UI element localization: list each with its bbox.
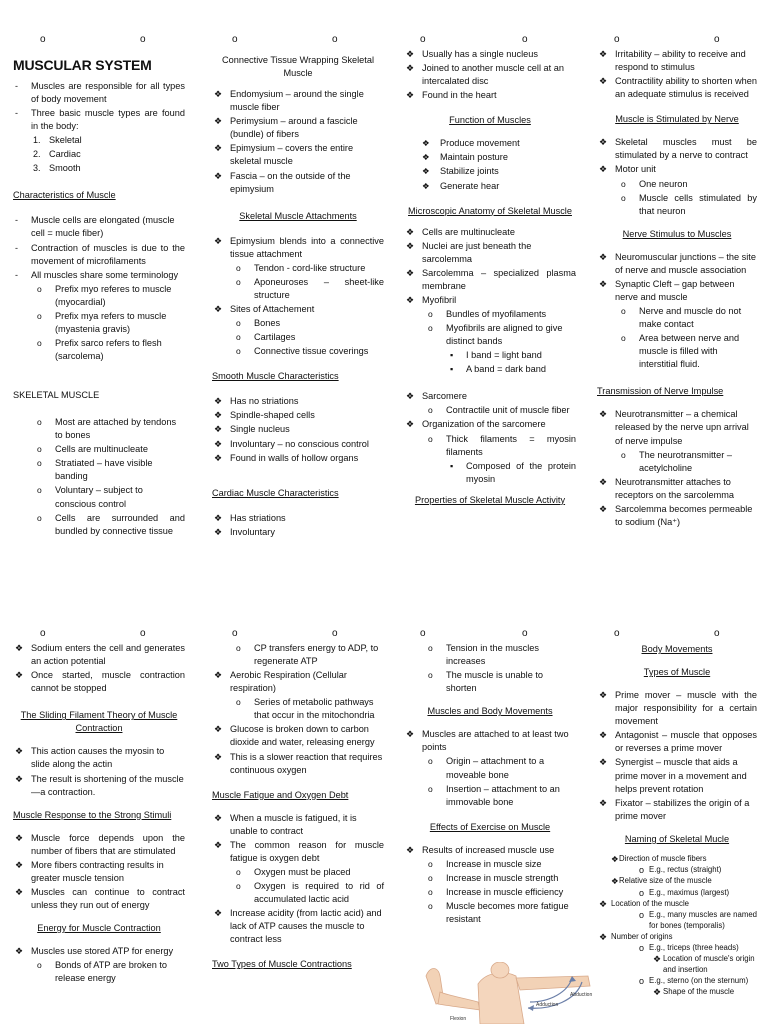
section-heading: Two Types of Muscle Contractions — [212, 959, 352, 970]
list-item: ❖ Myofibril — [406, 294, 457, 305]
list-item: o Prefix myo referes to muscle (myocardial) — [37, 283, 172, 307]
list-item: ❖ When a muscle is fatigued, it is unable to contract — [214, 812, 357, 836]
section-heading: Types of Muscle — [643, 667, 711, 678]
binder-holes — [614, 34, 734, 48]
list-item: o Muscle becomes more fatigue resistant — [428, 901, 569, 925]
list-item: o The muscle is unable to shorten — [428, 670, 544, 694]
list-item: ❖ Found in walls of hollow organs — [214, 452, 359, 463]
list-item: ❖ Produce movement — [422, 138, 520, 149]
binder-holes — [232, 628, 352, 642]
section-heading: Smooth Muscle Characteristics — [212, 371, 339, 382]
list-item: ❖ Synaptic Cleft – gap between nerve and muscle — [599, 278, 735, 302]
list-item: ❖ Has striations — [214, 512, 286, 523]
list-item: ❖ Skeletal muscles must be stimulated by a nerve to contract — [599, 137, 757, 161]
list-item: o Tension in the muscles increases — [428, 643, 539, 667]
figure-label: Flexion — [450, 1016, 467, 1022]
list-item: o One neuron — [621, 178, 688, 189]
list-item: o E.g., triceps (three heads) — [639, 943, 739, 954]
figure-label: Adduction — [536, 1002, 559, 1008]
list-item: ❖ The result is shortening of the muscle—a contraction. — [15, 773, 184, 797]
list-item: ❖ Sarcomere — [406, 391, 467, 402]
column-3 — [404, 47, 576, 513]
list-item: ❖ More fibers contracting results in greater muscle tension — [15, 859, 164, 883]
list-item: ❖ The common reason for muscle fatigue is oxygen debt — [214, 839, 384, 863]
binder-holes — [420, 34, 540, 48]
hole-marker: o — [140, 34, 146, 45]
list-item: ❖ Direction of muscle fibers — [611, 853, 707, 864]
list-item: o Bundles of myofilaments — [428, 309, 547, 319]
list-item: ❖ Glucose is broken down to carbon dioxide and water, releasing energy — [214, 724, 375, 748]
section-heading: Microscopic Anatomy of Skeletal Muscle — [408, 205, 572, 216]
hole-marker: o — [40, 34, 46, 45]
hole-marker: o — [232, 628, 238, 639]
list-item: ❖ Sodium enters the cell and generates an action potential — [15, 643, 185, 667]
hole-marker: o — [140, 628, 146, 639]
section-heading: Characteristics of Muscle — [13, 190, 116, 201]
list-item: o Aponeuroses – sheet-like structure — [236, 276, 384, 300]
section-title: Connective Tissue Wrapping Skeletal Muscle — [221, 55, 374, 79]
section-heading: Muscles and Body Movements — [427, 706, 553, 717]
list-item: ❖ Has no striations — [214, 396, 299, 407]
hole-marker: o — [614, 628, 620, 639]
column-5 — [13, 641, 185, 986]
list-item: ❖ Sarcolemma becomes permeable to sodium (Na⁺) — [599, 503, 753, 527]
section-heading: Cardiac Muscle Characteristics — [212, 487, 339, 498]
column-2 — [212, 48, 384, 540]
list-item: ❖ This action causes the myosin to slide along the actin — [15, 746, 165, 770]
list-item: ❖ Perimysium – around a fascicle (bundle) of fibers — [214, 116, 358, 140]
list-item: ❖ Epimysium – covers the entire skeletal muscle — [214, 143, 354, 167]
list-item: o Oxygen is required to rid of accumulated lactic acid — [236, 881, 384, 905]
list-item: o CP transfers energy to ADP, to regenerate ATP — [236, 643, 379, 667]
list-item: 1. Skeletal — [33, 135, 82, 146]
hole-marker: o — [522, 628, 528, 639]
list-item: o Voluntary – subject to conscious control — [37, 485, 143, 509]
list-item: ❖ Involuntary – no conscious control — [214, 438, 369, 449]
hole-marker: o — [614, 34, 620, 45]
binder-holes — [232, 34, 352, 48]
list-item: ❖ Antagonist – muscle that opposes or reverses a prime mover — [599, 730, 757, 754]
figure-label: Abduction — [570, 992, 593, 998]
list-item: ❖ Number of origins — [599, 931, 673, 942]
section-heading: Energy for Muscle Contraction — [37, 923, 161, 934]
list-item: o Area between nerve and muscle is filled with interstitial fluid. — [621, 333, 740, 370]
list-item: o E.g., many muscles are named for bones (temporalis) — [639, 910, 757, 930]
list-item: o Cells are surrounded and bundled by connective tissue — [37, 512, 185, 536]
anatomy-illustration — [420, 962, 600, 1024]
list-item: o Increase in muscle size — [428, 858, 542, 869]
list-item: o Prefix sarco refers to flesh (sarcolema) — [37, 337, 162, 361]
list-item: - All muscles share some terminology — [15, 269, 179, 280]
list-item: - Contraction of muscles is due to the movement of microfilaments — [15, 242, 185, 266]
list-item: ❖ Once started, muscle contraction cannot be stopped — [15, 670, 185, 694]
list-item: ❖ Nuclei are just beneath the sarcolemma — [406, 240, 532, 264]
list-item: ❖ Location of muscle's origin and insertion — [653, 954, 755, 974]
list-item: ❖ Sarcolemma – specialized plasma membrane — [406, 267, 576, 291]
list-item: ❖ Results of increased muscle use — [406, 844, 555, 855]
list-item: ❖ Fascia – on the outside of the epimysium — [214, 170, 351, 194]
column-4 — [597, 47, 757, 530]
list-item: ❖ Location of the muscle — [599, 898, 690, 909]
list-item: ❖ Sites of Attachement — [214, 304, 315, 314]
list-item: ❖ Usually has a single nucleus — [406, 49, 538, 59]
list-item: ❖ Neuromuscular junctions – the site of nerve and muscle association — [599, 251, 756, 275]
list-item: ▪ I band = light band — [450, 350, 542, 361]
section-heading: Muscle Response to the Strong Stimuli — [13, 809, 172, 820]
section-heading: Properties of Skeletal Muscle Activity — [414, 494, 566, 505]
list-item: o E.g., rectus (straight) — [639, 865, 722, 876]
list-item: 2. Cardiac — [33, 149, 81, 160]
list-item: ❖ Stabilize joints — [422, 166, 499, 177]
list-item: o Thick filaments = myosin filaments — [428, 433, 576, 457]
list-item: ❖ Single nucleus — [214, 424, 290, 435]
list-item: ❖ Involuntary — [214, 526, 275, 537]
list-item: ❖ Relative size of the muscle — [611, 876, 712, 887]
list-item: o Origin – attachment to a moveable bone — [428, 756, 545, 780]
section-heading: Function of Muscles — [449, 115, 531, 126]
hole-marker: o — [420, 34, 426, 45]
section-heading: SKELETAL MUSCLE — [13, 390, 100, 401]
list-item: ❖ Fixator – stabilizes the origin of a prime mover — [599, 797, 750, 821]
list-item: o Stratiated – have visible banding — [37, 458, 153, 482]
page-title: MUSCULAR SYSTEM — [13, 57, 152, 73]
list-item: o Cells are multinucleate — [37, 444, 148, 455]
column-7 — [404, 641, 576, 927]
list-item: ❖ Muscles can continue to contract unless they run out of energy — [15, 886, 185, 910]
hole-marker: o — [420, 628, 426, 639]
list-item: ❖ Joined to another muscle cell at an intercalated disc — [406, 63, 564, 87]
list-item: o Connective tissue coverings — [236, 346, 369, 357]
list-item: ❖ Epimysium blends into a connective tissue attachment — [214, 235, 384, 259]
list-item: ❖ Muscle force depends upon the number of fibers that are stimulated — [15, 832, 185, 856]
list-item: o Series of metabolic pathways that occur in the mitochondria — [236, 697, 375, 721]
list-item: o Muscle cells stimulated by that neuron — [621, 192, 757, 216]
list-item: ❖ Neurotransmitter attaches to receptors on the sarcolemma — [599, 476, 734, 500]
list-item: ❖ Muscles are attached to at least two points — [406, 729, 569, 753]
hole-marker: o — [714, 628, 720, 639]
list-item: ❖ Organization of the sarcomere — [406, 419, 546, 430]
list-item: ❖ Found in the heart — [406, 90, 497, 101]
list-item: 3. Smooth — [33, 163, 81, 174]
section-heading: Effects of Exercise on Muscle — [429, 821, 551, 832]
list-item: ❖ Contractility ability to shorten when an adequate stimulus is received — [599, 76, 757, 100]
list-item: ❖ Maintain posture — [422, 152, 508, 163]
list-item: o Increase in muscle efficiency — [428, 886, 564, 897]
list-item: ▪ Composed of the protein myosin — [450, 460, 576, 484]
section-heading: Nerve Stimulus to Muscles — [622, 228, 732, 239]
list-item: o Contractile unit of muscle fiber — [428, 405, 570, 416]
list-item: ❖ Increase acidity (from lactic acid) and lack of ATP causes the muscle to contract less — [214, 908, 382, 945]
list-item: o Myofibrils are aligned to give distinct bands — [428, 323, 563, 347]
column-8 — [597, 641, 757, 998]
list-item: o Increase in muscle strength — [428, 872, 559, 883]
list-item: - Three basic muscle types are found in the body: — [15, 108, 185, 132]
section-heading: Skeletal Muscle Attachments — [239, 210, 357, 221]
list-item: ❖ Generate hear — [422, 180, 500, 191]
list-item: ❖ Synergist – muscle that aids a prime mover in a movement and helps prevent rotation — [599, 757, 747, 794]
body-movement-figure — [420, 962, 600, 1024]
list-item: o E.g., maximus (largest) — [639, 887, 730, 898]
list-item: o E.g., sterno (on the sternum) — [639, 975, 749, 986]
list-item: o Oxygen must be placed — [236, 866, 351, 877]
hole-marker: o — [232, 34, 238, 45]
column-1 — [13, 44, 185, 539]
list-item: ❖ Neurotransmitter – a chemical released by the nerve upn arrival of nerve impulse — [599, 409, 749, 446]
list-item: o Insertion – attachment to an immovable bone — [428, 783, 560, 807]
binder-holes — [420, 628, 540, 642]
list-item: o Prefix mya refers to muscle (myastenia gravis) — [37, 310, 167, 334]
list-item: ❖ Endomysium – around the single muscle fiber — [214, 89, 364, 113]
list-item: ❖ Muscles use stored ATP for energy — [15, 946, 174, 957]
list-item: ❖ Aerobic Respiration (Cellular respiration) — [214, 670, 347, 694]
section-heading: Body Movements — [641, 644, 713, 654]
list-item: ❖ Prime mover – muscle with the major responsibility for a certain movement — [599, 690, 757, 727]
hole-marker: o — [522, 34, 528, 45]
section-heading: The Sliding Filament Theory of Muscle Contraction — [20, 710, 178, 734]
column-6 — [212, 641, 384, 977]
section-heading: Muscle is Stimulated by Nerve — [615, 114, 739, 125]
section-heading: Muscle Fatigue and Oxygen Debt — [212, 789, 349, 800]
hole-marker: o — [332, 34, 338, 45]
hole-marker: o — [332, 628, 338, 639]
list-item: o The neurotransmitter – acetylcholine — [621, 449, 732, 473]
section-heading: Transmission of Nerve Impulse — [597, 386, 724, 397]
list-item: ❖ Irritability – ability to receive and respond to stimulus — [599, 49, 746, 73]
list-item: ❖ Shape of the muscle — [653, 987, 735, 998]
list-item: ❖ Cells are multinucleate — [406, 226, 515, 237]
list-item: o Bones — [236, 318, 281, 329]
hole-marker: o — [714, 34, 720, 45]
binder-holes — [40, 628, 160, 642]
list-item: o Tendon - cord-like structure — [236, 262, 366, 273]
binder-holes — [614, 628, 734, 642]
list-item: ▪ A band = dark band — [450, 364, 546, 375]
list-item: ❖ Spindle-shaped cells — [214, 410, 315, 421]
list-item: o Nerve and muscle do not make contact — [621, 306, 742, 330]
list-item: o Most are attached by tendons to bones — [37, 417, 177, 441]
list-item: o Bonds of ATP are broken to release energy — [37, 960, 168, 984]
list-item: - Muscles are responsible for all types of body movement — [15, 80, 185, 104]
hole-marker: o — [40, 628, 46, 639]
list-item: ❖ Motor unit — [599, 164, 656, 175]
section-heading: Naming of Skeletal Mucle — [624, 833, 730, 844]
list-item: - Muscle cells are elongated (muscle cell = mucle fiber) — [15, 215, 175, 239]
list-item: o Cartilages — [236, 332, 296, 343]
list-item: ❖ This is a slower reaction that requires continuous oxygen — [214, 751, 383, 775]
